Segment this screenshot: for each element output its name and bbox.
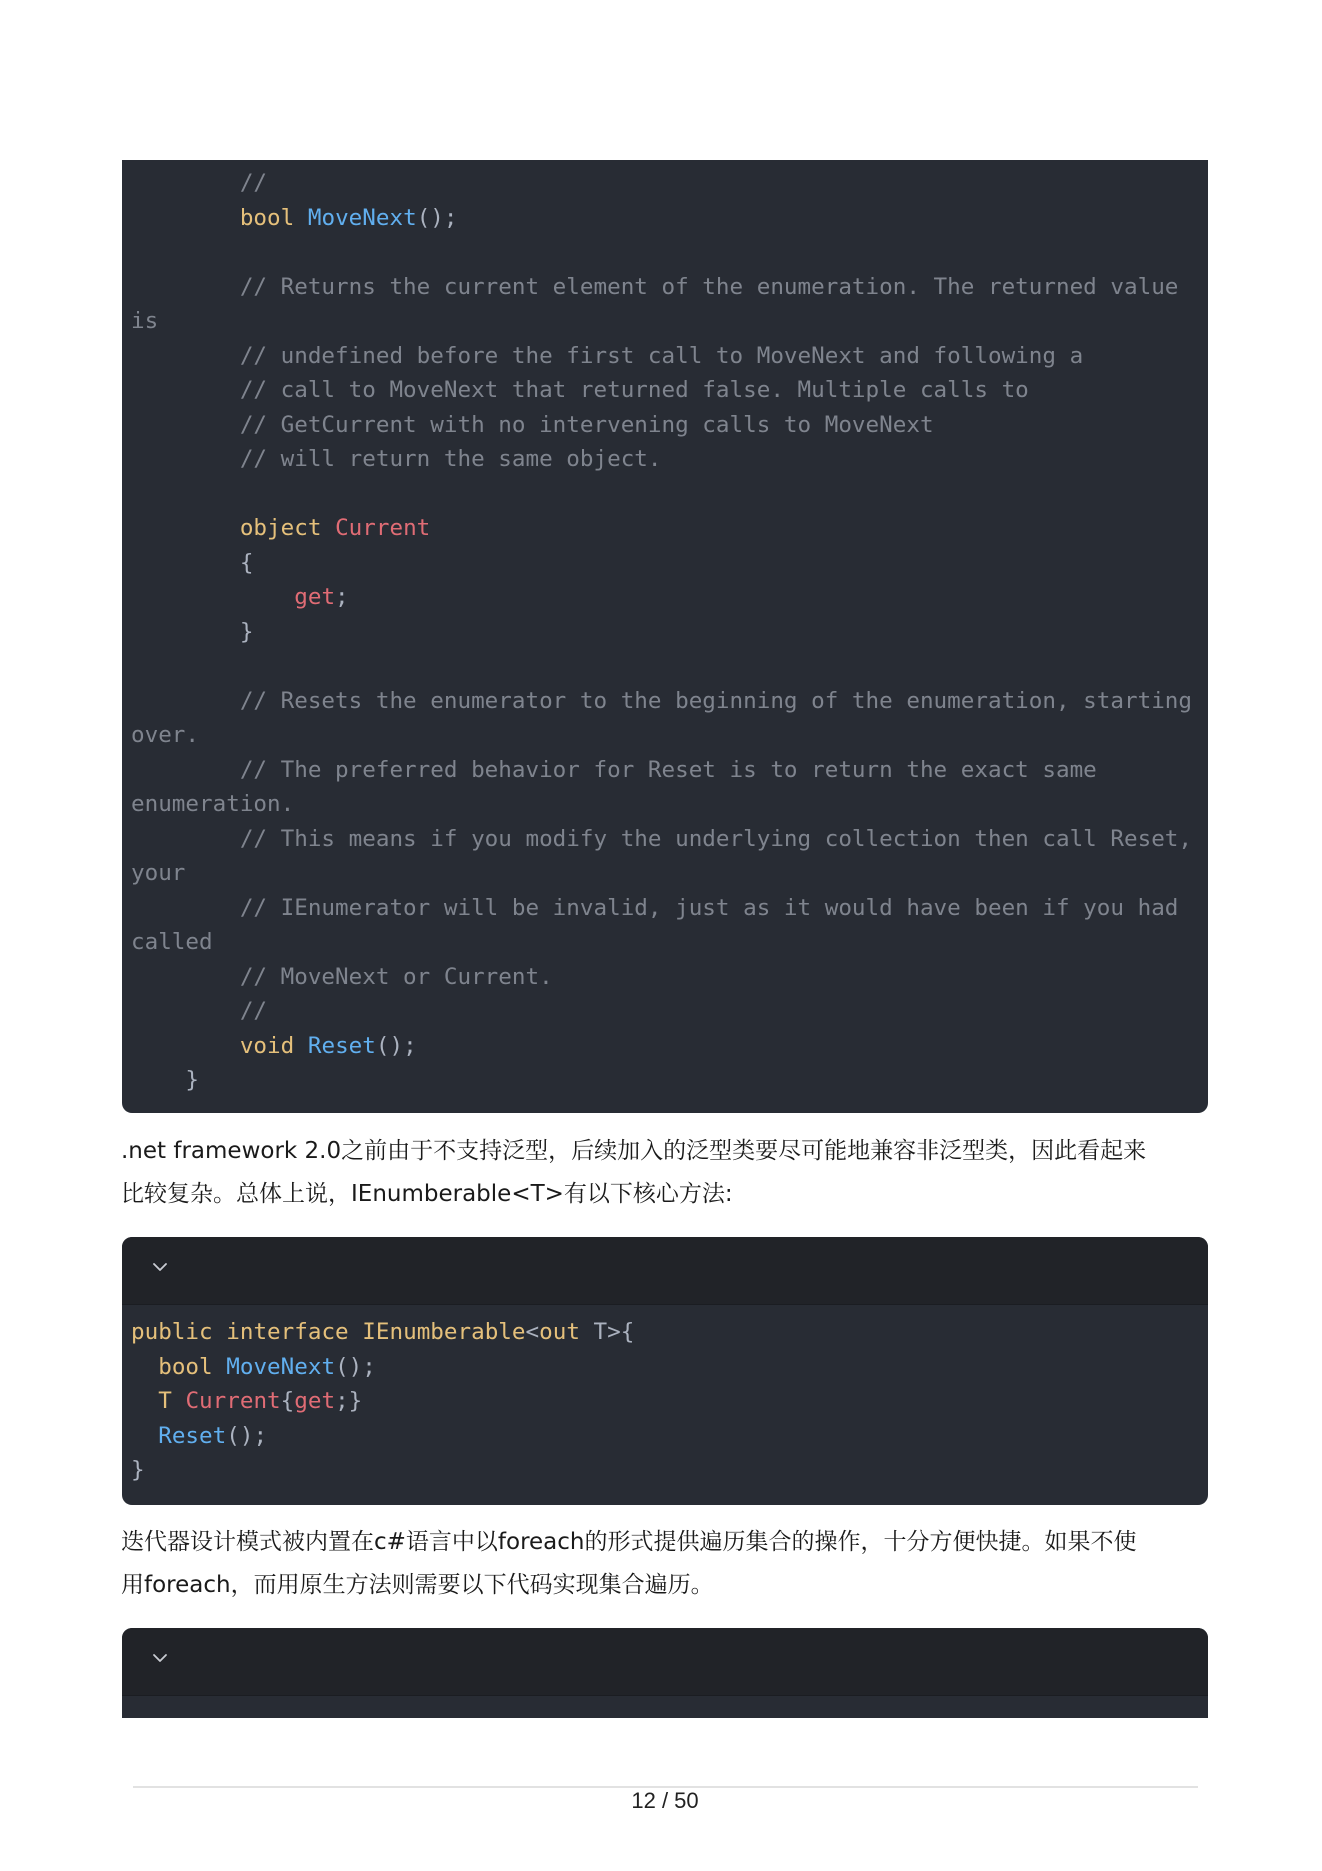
code-token bbox=[294, 1033, 308, 1059]
code-token: // Returns the current element of the enumeration. The returned value bbox=[131, 273, 1179, 300]
code-block-header bbox=[122, 1628, 1208, 1696]
code-token bbox=[131, 205, 240, 231]
code-token: get bbox=[294, 584, 336, 610]
code-token: out bbox=[539, 1319, 580, 1345]
code-token: // This means if you modify the underlying collection then call Reset, bbox=[131, 825, 1193, 852]
code-token bbox=[131, 584, 294, 610]
code-token: (); bbox=[416, 204, 458, 231]
code-token: } bbox=[131, 1457, 145, 1483]
code-token: interface bbox=[226, 1319, 349, 1345]
code-token bbox=[131, 1033, 240, 1059]
code-token: your bbox=[131, 860, 186, 886]
code-line bbox=[131, 343, 1083, 369]
code-block-enumerator bbox=[122, 160, 1208, 1113]
code-content bbox=[122, 1305, 1208, 1488]
code-line bbox=[131, 550, 253, 576]
paragraph-line: 迭代器设计模式被内置在c#语言中以foreach的形式提供遍历集合的操作，十分方便快捷。如果不使 bbox=[121, 1529, 1137, 1555]
code-token: Reset bbox=[307, 1032, 376, 1059]
code-token: is bbox=[131, 308, 159, 334]
code-token: { bbox=[280, 1388, 295, 1414]
code-block-ienumerable bbox=[122, 1237, 1208, 1505]
code-line bbox=[131, 1354, 376, 1380]
code-token: // GetCurrent with no intervening calls to MoveNext bbox=[131, 411, 934, 438]
code-token bbox=[349, 1319, 363, 1345]
code-line bbox=[131, 895, 1178, 921]
code-line bbox=[131, 964, 553, 990]
code-token: } bbox=[131, 1067, 200, 1093]
code-token: public bbox=[131, 1319, 213, 1345]
code-line bbox=[131, 998, 267, 1024]
code-token: (); bbox=[226, 1422, 268, 1449]
code-token: called bbox=[131, 929, 213, 955]
code-token bbox=[131, 1388, 158, 1414]
code-line bbox=[131, 205, 458, 231]
code-line bbox=[131, 860, 185, 886]
code-line bbox=[131, 757, 1097, 783]
paragraph-foreach-intro bbox=[121, 1521, 1211, 1607]
code-token: MoveNext bbox=[226, 1353, 336, 1380]
code-token: over. bbox=[131, 722, 200, 748]
code-token: // will return the same object. bbox=[131, 446, 662, 472]
code-line bbox=[131, 446, 662, 472]
code-token: Current bbox=[185, 1388, 281, 1414]
code-token: (); bbox=[335, 1353, 376, 1380]
code-line bbox=[131, 722, 199, 748]
code-token bbox=[321, 515, 335, 541]
code-token bbox=[213, 1354, 227, 1380]
code-token: // bbox=[131, 998, 268, 1024]
code-line bbox=[131, 1067, 199, 1093]
code-token: // MoveNext or Current. bbox=[131, 963, 553, 990]
code-token: enumeration. bbox=[131, 791, 295, 817]
code-line bbox=[131, 308, 158, 334]
code-token: get bbox=[294, 1388, 336, 1414]
code-line bbox=[131, 1457, 145, 1483]
code-line bbox=[131, 377, 1029, 403]
code-token: T bbox=[158, 1388, 172, 1414]
code-line bbox=[131, 791, 294, 817]
code-token: // bbox=[131, 170, 268, 196]
code-token bbox=[172, 1388, 186, 1414]
page-number: 12 / 50 bbox=[631, 1788, 699, 1813]
code-token: bool bbox=[239, 204, 295, 231]
code-token bbox=[213, 1319, 227, 1345]
code-token: ;} bbox=[335, 1388, 363, 1414]
code-token: bool bbox=[158, 1353, 213, 1380]
code-token: (); bbox=[375, 1032, 417, 1059]
code-line bbox=[131, 1388, 362, 1414]
code-line bbox=[131, 1033, 417, 1059]
code-token: Reset bbox=[158, 1422, 227, 1449]
code-token: // call to MoveNext that returned false. Multiple calls to bbox=[131, 377, 1029, 403]
code-token: ; bbox=[335, 584, 349, 610]
code-token: Current bbox=[335, 515, 431, 541]
code-line bbox=[131, 688, 1192, 714]
code-block-header bbox=[122, 1237, 1208, 1305]
paragraph-generic-intro bbox=[121, 1130, 1211, 1216]
code-line bbox=[131, 1423, 267, 1449]
code-token bbox=[131, 515, 240, 541]
code-token bbox=[294, 205, 308, 231]
paragraph-line: .net framework 2.0之前由于不支持泛型，后续加入的泛型类要尽可能地兼容非泛型类，因此看起来 bbox=[121, 1138, 1147, 1164]
code-content bbox=[122, 160, 1208, 1098]
code-token: MoveNext bbox=[307, 204, 417, 231]
code-line bbox=[131, 170, 267, 196]
code-token: void bbox=[239, 1032, 295, 1059]
code-line bbox=[131, 929, 213, 955]
chevron-down-icon[interactable] bbox=[148, 1646, 172, 1670]
code-line bbox=[131, 826, 1192, 852]
code-token bbox=[131, 1354, 158, 1380]
code-token: // undefined before the first call to MoveNext and following a bbox=[131, 342, 1084, 369]
code-block-foreach-manual bbox=[122, 1628, 1208, 1718]
code-token: object bbox=[239, 515, 322, 541]
code-token: < bbox=[525, 1319, 540, 1345]
code-token: { bbox=[131, 549, 254, 576]
paragraph-line: 用foreach，而用原生方法则需要以下代码实现集合遍历。 bbox=[121, 1572, 714, 1598]
code-token bbox=[131, 1423, 158, 1449]
code-token: // The preferred behavior for Reset is to return the exact same bbox=[131, 756, 1097, 783]
code-token: // IEnumerator will be invalid, just as it would have been if you had bbox=[131, 894, 1179, 921]
paragraph-line: 比较复杂。总体上说，IEnumberable<T>有以下核心方法: bbox=[121, 1181, 733, 1207]
code-token: // Resets the enumerator to the beginning of the enumeration, starting bbox=[131, 687, 1193, 714]
code-line bbox=[131, 619, 253, 645]
code-line bbox=[131, 584, 349, 610]
code-line bbox=[131, 412, 934, 438]
code-token: } bbox=[131, 618, 254, 645]
code-line bbox=[131, 515, 430, 541]
chevron-down-icon[interactable] bbox=[148, 1255, 172, 1279]
code-token: IEnumberable bbox=[362, 1319, 526, 1345]
code-token: T>{ bbox=[579, 1319, 635, 1345]
code-line bbox=[131, 274, 1178, 300]
code-line bbox=[131, 1319, 634, 1345]
